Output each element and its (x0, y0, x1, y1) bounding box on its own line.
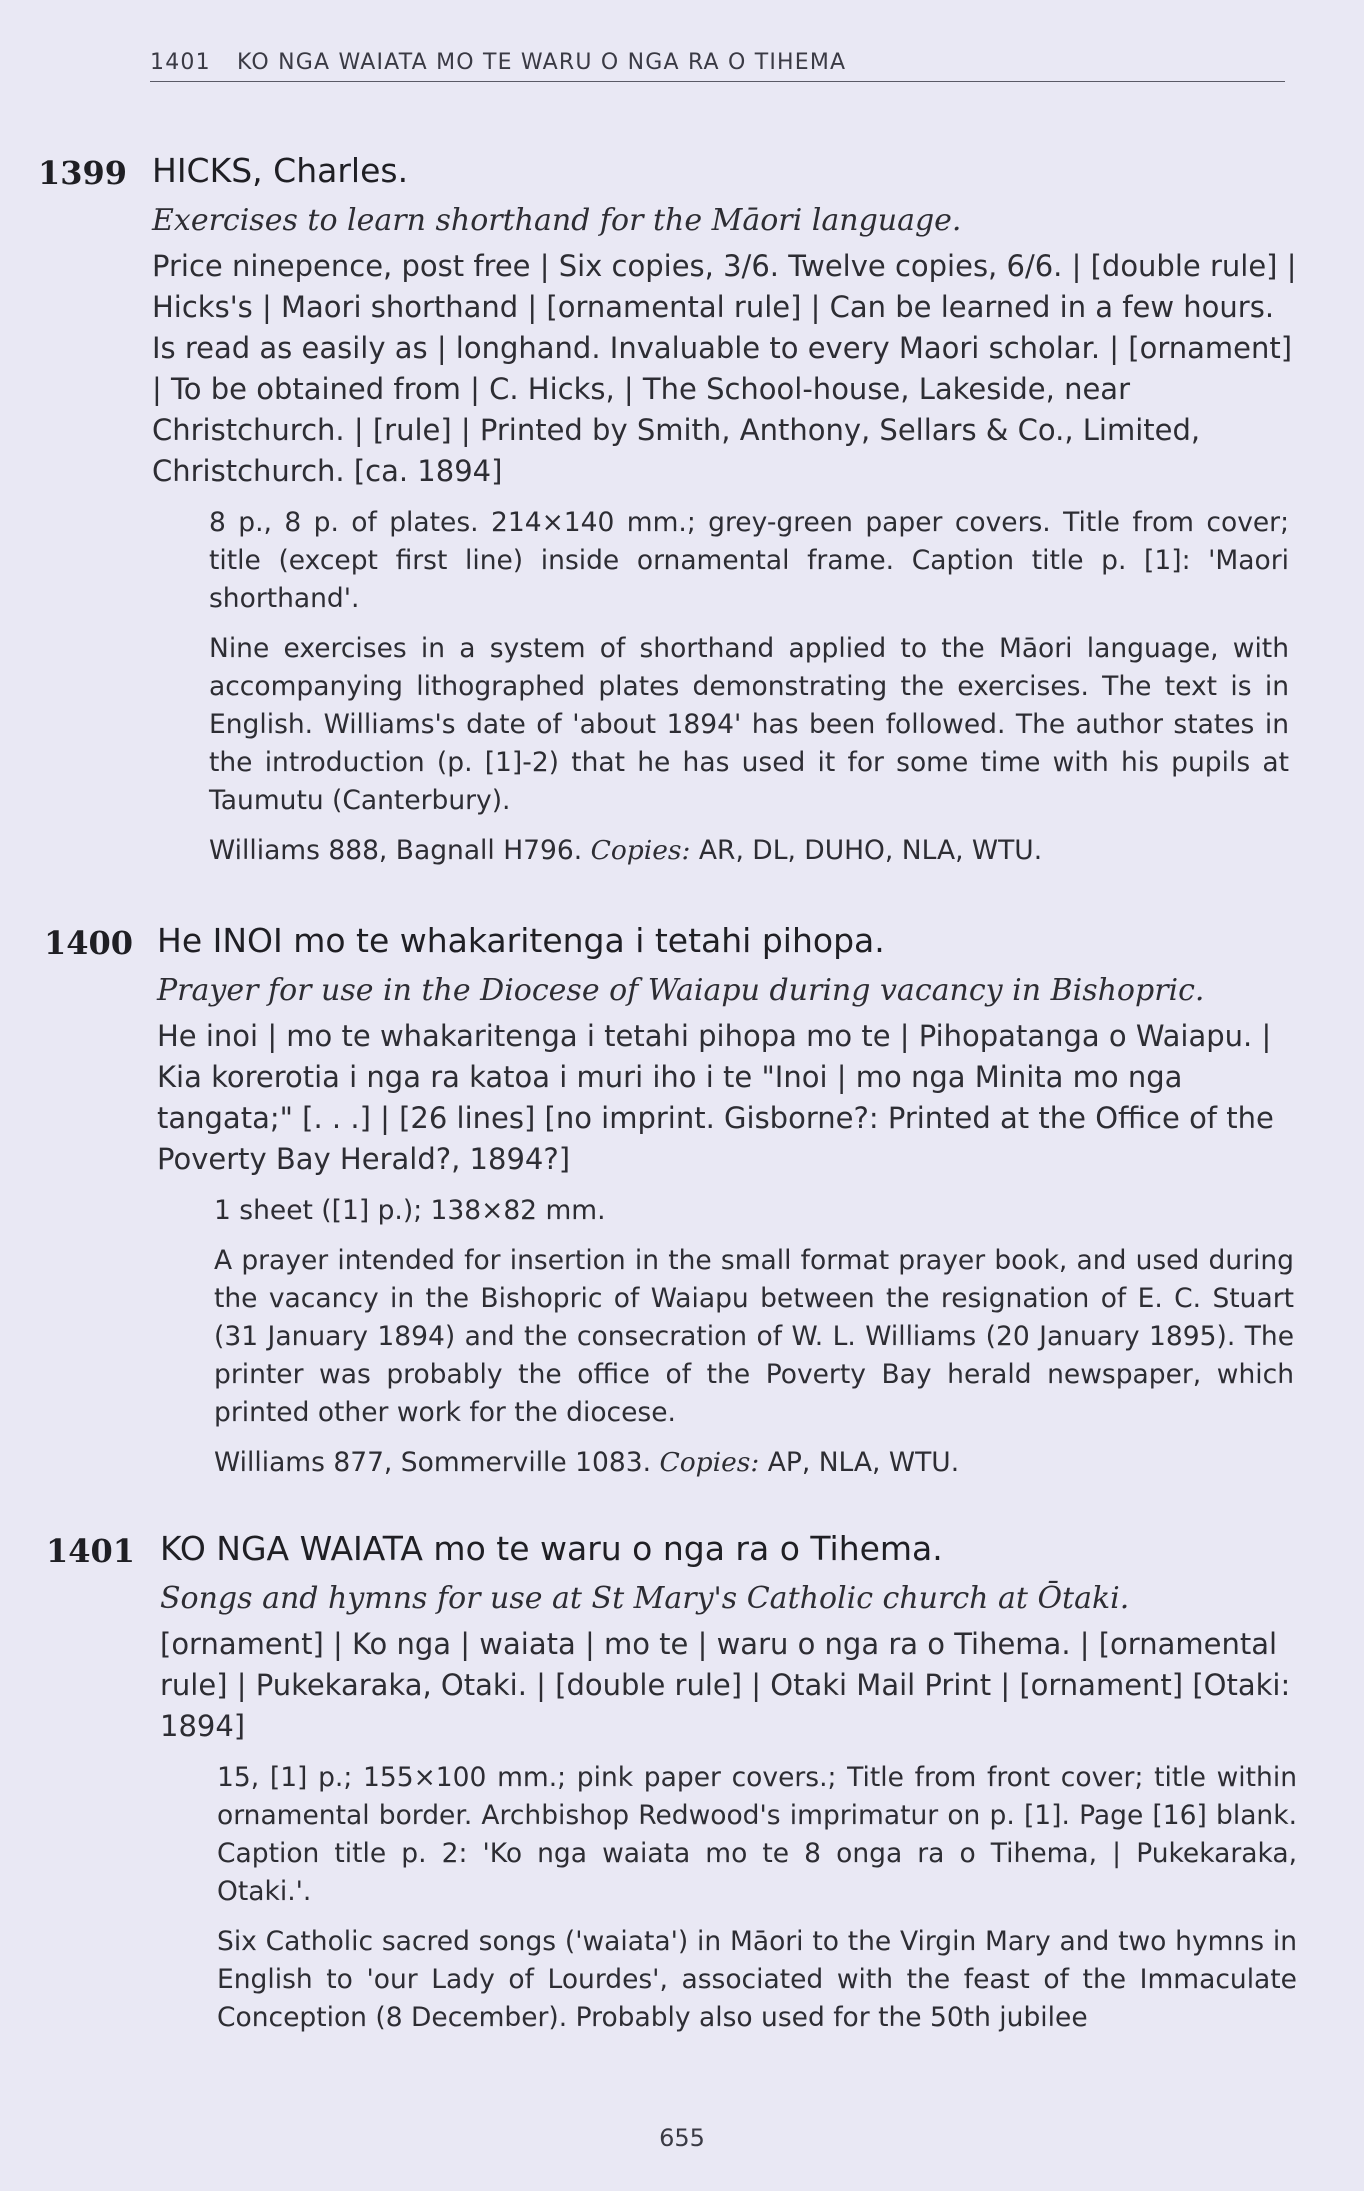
entry-subtitle: Songs and hymns for use at St Mary's Catholic church at Ōtaki. (160, 1581, 1130, 1617)
references-note (209, 832, 1289, 870)
content-note: A prayer intended for insertion in the small format prayer book, and used during the vacancy in the Bishopric of Waiapu between the resignation of E. C. Stuart (31 January 1894) and the consecration of W. L. Williams (20 January 1895). The printer was probably the office of the Poverty Bay herald newspaper, which printed other work for the diocese. (214, 1245, 1294, 1429)
title-transcription: He inoi | mo te whakaritenga i tetahi pihopa mo te | Pihopatanga o Waiapu. | Kia korerotia i nga ra katoa i muri iho i te "Inoi | mo nga Minita mo nga tangata;" [. . .] | [26 lines] [no imprint. Gisborne?: Printed at the Office of the Poverty Bay Herald?, 1894?] (157, 1019, 1274, 1177)
title-transcription: Price ninepence, post free | Six copies, 3/6. Twelve copies, 6/6. | [double rule] | Hicks's | Maori shorthand | [ornamental rule] | Can be learned in a few hours. Is read as easily as | longhand. Invaluable to every Maori scholar. | [ornament] | To be obtained from | C. Hicks, | The School-house, Lakeside, near Christchurch. | [rule] | Printed by Smith, Anthony, Sellars & Co., Limited, Christchurch. [ca. 1894] (152, 249, 1297, 489)
entry-notes (209, 504, 1289, 870)
entry-number: 1399 (38, 154, 128, 192)
entry-subtitle: Prayer for use in the Diocese of Waiapu during vacancy in Bishopric. (157, 973, 1205, 1009)
references: Williams 888, Bagnall H796. (209, 835, 583, 867)
running-head-title: KO NGA WAIATA MO TE WARU O NGA RA O TIHEMA (237, 50, 847, 75)
entry-body (152, 150, 1302, 882)
copies-label: Copies: (590, 835, 691, 867)
references-note (214, 1444, 1294, 1482)
entry-heading: HICKS, Charles. (152, 151, 409, 190)
running-head (150, 50, 1285, 82)
entry-number: 1400 (44, 924, 134, 962)
entry-number: 1401 (46, 1532, 136, 1570)
running-head-page: 1401 (150, 50, 211, 75)
content-note: Six Catholic sacred songs ('waiata') in Māori to the Virgin Mary and two hymns in English to 'our Lady of Lourdes', associated with the feast of the Immaculate Conception (8 December). Probably also used for the 50th jubilee (217, 1926, 1297, 2034)
physical-description: 1 sheet ([1] p.); 138×82 mm. (214, 1195, 606, 1227)
content-note: Nine exercises in a system of shorthand applied to the Māori language, with accompanying lithographed plates demonstrating the exercises. The text is in English. Williams's date of 'about 1894' has been followed. The author states in the introduction (p. [1]-2) that he has used it for some time with his pupils at Taumutu (Canterbury). (209, 633, 1289, 817)
page-number: 655 (659, 2124, 705, 2152)
entry-heading: KO NGA WAIATA mo te waru o nga ra o Tihema. (160, 1529, 943, 1568)
physical-description: 15, [1] p.; 155×100 mm.; pink paper covers.; Title from front cover; title within ornamental border. Archbishop Redwood's imprimatur on p. [1]. Page [16] blank. Caption title p. 2: 'Ko nga waiata mo te 8 onga ra o Tihema, | Pukekaraka, Otaki.'. (217, 1762, 1297, 1908)
copies: AR, DL, DUHO, NLA, WTU. (698, 835, 1043, 867)
entry-body (157, 920, 1307, 1494)
entry-body (160, 1528, 1310, 2049)
references: Williams 877, Sommerville 1083. (214, 1447, 652, 1479)
entry-subtitle: Exercises to learn shorthand for the Māori language. (152, 203, 962, 239)
entry-notes (214, 1192, 1294, 1482)
copies: AP, NLA, WTU. (767, 1447, 960, 1479)
entry-notes (217, 1759, 1297, 2037)
title-transcription: [ornament] | Ko nga | waiata | mo te | waru o nga ra o Tihema. | [ornamental rule] | Pukekaraka, Otaki. | [double rule] | Otaki Mail Print | [ornament] [Otaki: 1894] (160, 1627, 1291, 1744)
physical-description: 8 p., 8 p. of plates. 214×140 mm.; grey-green paper covers. Title from cover; title (except first line) inside ornamental frame. Caption title p. [1]: 'Maori shorthand'. (209, 507, 1289, 615)
copies-label: Copies: (659, 1447, 760, 1479)
entry-heading: He INOI mo te whakaritenga i tetahi pihopa. (157, 921, 885, 960)
